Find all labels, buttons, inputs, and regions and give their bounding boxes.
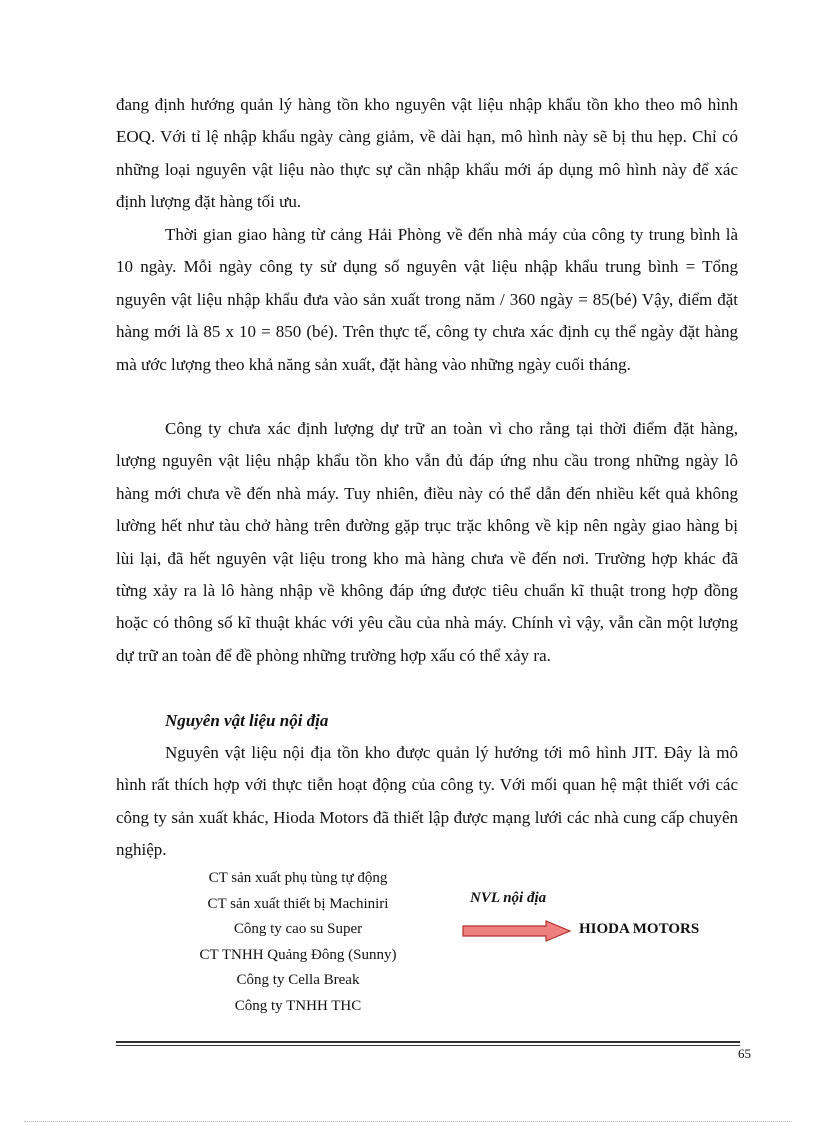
supplier-item: Công ty cao su Super: [233, 921, 363, 938]
section-heading: Nguyên vật liệu nội địa: [165, 711, 329, 730]
supplier-item: CT sản xuất thiết bị Machiniri: [207, 895, 389, 912]
supplier-item: Công ty Cella Break: [236, 972, 360, 989]
paragraph-safety-stock: Công ty chưa xác định lượng dự trữ an toàn vì cho rằng tại thời điểm đặt hàng, lượng nguyên vật liệu nhập khẩu tồn kho vẫn đủ đáp ứng nhu cầu trong những ngày lô hàng mới chưa về đến nhà máy. Tuy nhiên, điều này có thể dẫn đến nhiều kết quả không lường hết như tàu chở hàng trên đường gặp trục trặc không về kịp nên ngày giao hàng bị lùi lại, đã hết nguyên vật liệu trong kho mà hàng chưa về đến nơi. Trường hợp khác đã từng xảy ra là lô hàng nhập về không đáp ứng được tiêu chuẩn kĩ thuật trong hợp đồng hoặc có thông số kĩ thuật khác với yêu cầu của nhà máy. Chính vì vậy, vẫn cần một lượng dự trữ an toàn để đề phòng những trường hợp xấu có thể xảy ra.: [116, 419, 738, 665]
page-edge-divider: [24, 1121, 792, 1122]
footer-rule: [116, 1041, 740, 1043]
supplier-item: Công ty TNHH THC: [234, 997, 362, 1014]
target-company: HIODA MOTORS: [579, 921, 700, 937]
supplier-list: [162, 866, 434, 1020]
paragraph-eoq: đang định hướng quản lý hàng tồn kho nguyên vật liệu nhập khẩu tồn kho theo mô hình EOQ. Với tỉ lệ nhập khẩu ngày càng giảm, về dài hạn, mô hình này sẽ bị thu hẹp. Chỉ có những loại nguyên vật liệu nào thực sự cần nhập khẩu mới áp dụng mô hình này để xác định lượng đặt hàng tối ưu.: [116, 95, 738, 212]
footer-rule-thin: [116, 1045, 740, 1046]
paragraph-lead-time: Thời gian giao hàng từ cảng Hải Phòng về đến nhà máy của công ty trung bình là 10 ngày. Mỗi ngày công ty sử dụng số nguyên vật liệu nhập khẩu trung bình = Tổng nguyên vật liệu nhập khẩu đưa vào sản xuất trong năm / 360 ngày = 85(bé) Vậy, điểm đặt hàng mới là 85 x 10 = 850 (bé). Trên thực tế, công ty chưa xác định cụ thể ngày đặt hàng mà ước lượng theo khả năng sản xuất, đặt hàng vào những ngày cuối tháng.: [116, 225, 738, 374]
flow-arrow-icon: [462, 920, 572, 942]
paragraph-jit: Nguyên vật liệu nội địa tồn kho được quản lý hướng tới mô hình JIT. Đây là mô hình rất thích hợp với thực tiễn hoạt động của công ty. Với mối quan hệ mật thiết với các công ty sản xuất khác, Hioda Motors đã thiết lập được mạng lưới các nhà cung cấp chuyên nghiệp.: [116, 743, 738, 860]
supplier-item: CT TNHH Quảng Đông (Sunny): [199, 946, 397, 963]
arrow-label: NVL nội địa: [470, 890, 547, 906]
page-number: 65: [738, 1046, 751, 1061]
supplier-item: CT sản xuất phụ tùng tự động: [208, 870, 388, 886]
